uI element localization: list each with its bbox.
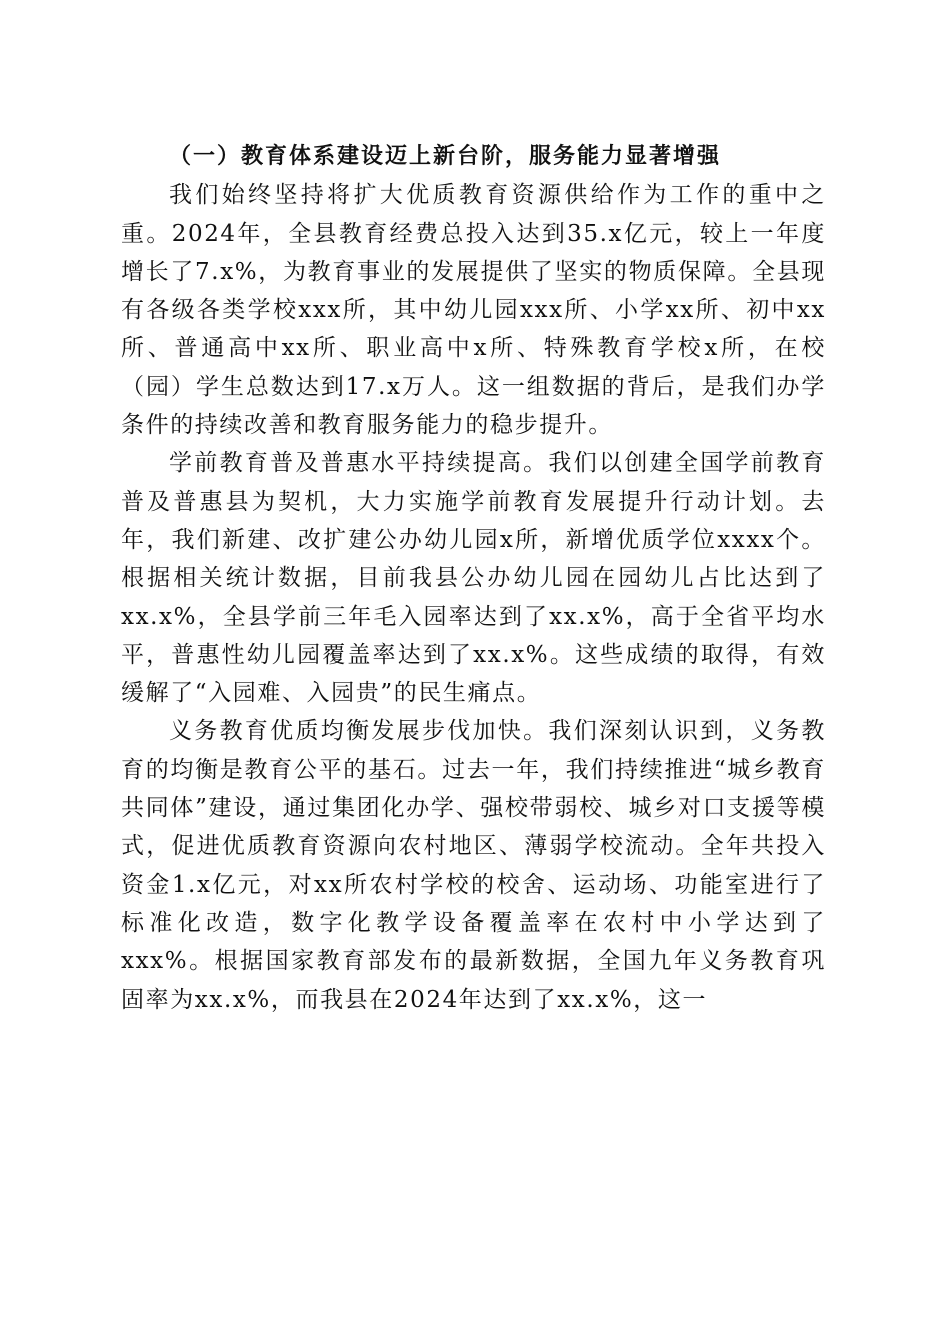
document-body xyxy=(121,138,826,1019)
paragraph-compulsory-education: 义务教育优质均衡发展步伐加快。我们深刻认识到，义务教育的均衡是教育公平的基石。过去一年，我们持续推进“城乡教育共同体”建设，通过集团化办学、强校带弱校、城乡对口支援等模式，促进优质教育资源向农村地区、薄弱学校流动。全年共投入资金1.x亿元，对xx所农村学校的校舍、运动场、功能室进行了标准化改造，数字化教学设备覆盖率在农村中小学达到了xxx%。根据国家教育部发布的最新数据，全国九年义务教育巩固率为xx.x%，而我县在2024年达到了xx.x%，这一 xyxy=(121,718,826,1013)
section-heading: （一）教育体系建设迈上新台阶，服务能力显著增强 xyxy=(169,144,722,169)
paragraph-preschool-education: 学前教育普及普惠水平持续提高。我们以创建全国学前教育普及普惠县为契机，大力实施学前教育发展提升行动计划。去年，我们新建、改扩建公办幼儿园x所，新增优质学位xxxx个。根据相关统计数据，目前我县公办幼儿园在园幼儿占比达到了xx.x%，全县学前三年毛入园率达到了xx.x%，高于全省平均水平，普惠性幼儿园覆盖率达到了xx.x%。这些成绩的取得，有效缓解了“入园难、入园贵”的民生痛点。 xyxy=(121,450,826,707)
paragraph-education-overview: 我们始终坚持将扩大优质教育资源供给作为工作的重中之重。2024年，全县教育经费总投入达到35.x亿元，较上一年度增长了7.x%，为教育事业的发展提供了坚实的物质保障。全县现有各级各类学校xxx所，其中幼儿园xxx所、小学xx所、初中xx所、普通高中xx所、职业高中x所、特殊教育学校x所，在校（园）学生总数达到17.x万人。这一组数据的背后，是我们办学条件的持续改善和教育服务能力的稳步提升。 xyxy=(121,182,826,439)
